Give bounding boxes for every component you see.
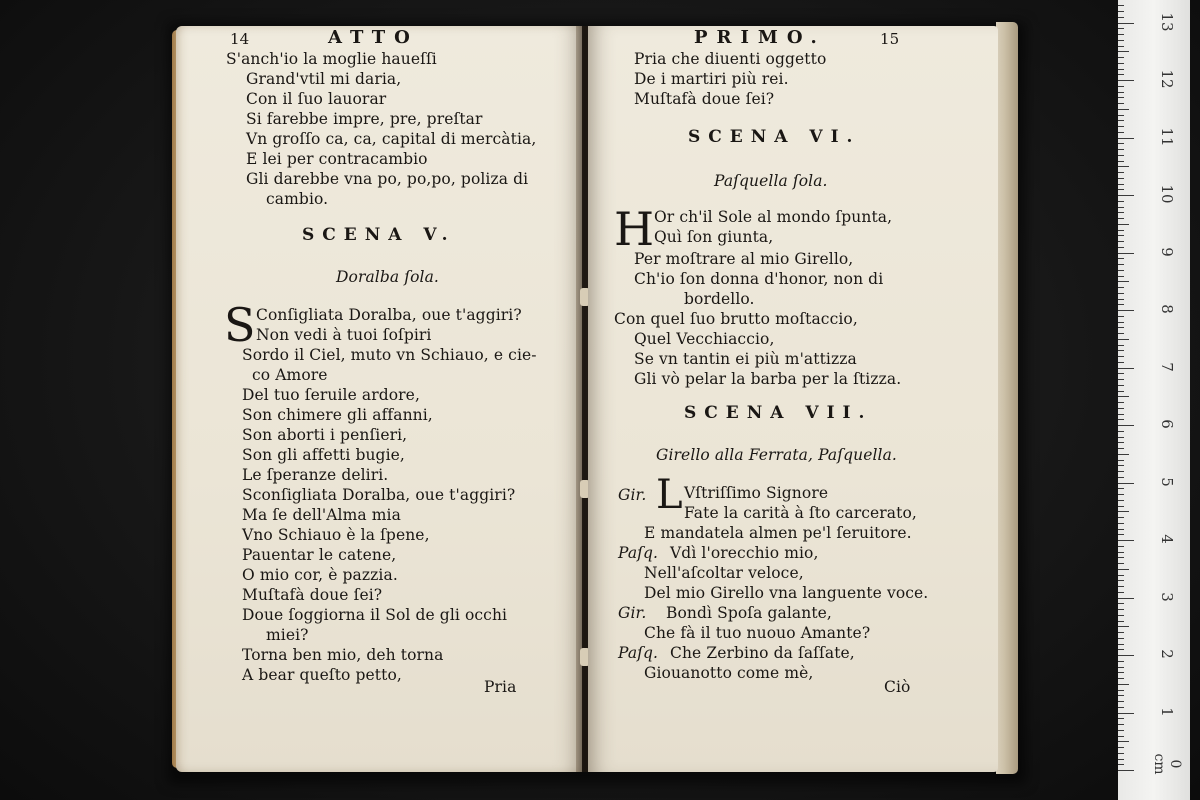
ruler-tick: [1118, 736, 1124, 737]
ruler-tick: [1118, 454, 1129, 455]
ruler-tick: [1118, 46, 1124, 47]
ruler-tick: [1118, 465, 1124, 466]
ruler-tick: [1118, 494, 1124, 495]
catchword-right: Ciò: [884, 678, 911, 696]
text-line: E mandatela almen pe'l ſeruitore.: [644, 524, 912, 542]
ruler-tick: [1118, 299, 1124, 300]
ruler-tick: [1118, 649, 1124, 650]
text-line: O mio cor, è pazzia.: [242, 566, 398, 584]
ruler-tick: [1118, 448, 1124, 449]
ruler-tick: [1118, 322, 1124, 323]
speaker-label: Gir.: [618, 486, 647, 504]
ruler-tick: [1118, 419, 1124, 420]
ruler-tick: [1118, 391, 1124, 392]
text-line: Ch'io ſon donna d'honor, non di: [634, 270, 884, 288]
ruler-tick: [1118, 770, 1134, 771]
ruler-tick: [1118, 57, 1124, 58]
text-line: Se vn tantin ei più m'attizza: [634, 350, 857, 368]
ruler-number: 9: [1158, 246, 1176, 257]
text-line: S'anch'io la moglie haueſſi: [226, 50, 437, 68]
ruler-tick: [1118, 327, 1124, 328]
ruler-tick: [1118, 718, 1124, 719]
text-line: Si farebbe impre, pre, preſtar: [246, 110, 483, 128]
ruler-tick: [1118, 103, 1124, 104]
ruler-tick: [1118, 247, 1124, 248]
ruler-number: 5: [1158, 476, 1176, 487]
ruler-tick: [1118, 356, 1124, 357]
ruler-tick: [1118, 615, 1124, 616]
ruler-tick: [1118, 667, 1124, 668]
ruler-tick: [1118, 644, 1124, 645]
ruler-tick: [1118, 425, 1134, 426]
scene-subtitle-v: Doralba ſola.: [336, 268, 439, 286]
text-line: Che fà il tuo nuouo Amante?: [644, 624, 871, 642]
ruler-tick: [1118, 132, 1124, 133]
right-page: [588, 26, 998, 772]
ruler-tick: [1118, 345, 1124, 346]
ruler-tick: [1118, 713, 1134, 714]
measurement-ruler: [1118, 0, 1190, 800]
scene-subtitle-vi: Paſquella ſola.: [714, 172, 828, 190]
ruler-tick: [1118, 34, 1124, 35]
drop-cap-h: H: [614, 202, 655, 256]
ruler-tick: [1118, 661, 1124, 662]
text-line: Quì ſon giunta,: [654, 228, 774, 246]
ruler-tick: [1118, 517, 1124, 518]
ruler-tick: [1118, 310, 1134, 311]
ruler-tick: [1118, 759, 1124, 760]
ruler-tick: [1118, 264, 1124, 265]
ruler-tick: [1118, 500, 1124, 501]
ruler-tick: [1118, 460, 1124, 461]
ruler-tick: [1118, 172, 1124, 173]
ruler-tick: [1118, 120, 1124, 121]
ruler-tick: [1118, 212, 1124, 213]
text-line: Per moſtrare al mio Girello,: [634, 250, 854, 268]
ruler-number: 7: [1158, 361, 1176, 372]
text-line: Le ſperanze deliri.: [242, 466, 389, 484]
text-line: Pria che diuenti oggetto: [634, 50, 827, 68]
ruler-tick: [1118, 109, 1129, 110]
scene-heading-vii: SCENA VII.: [684, 403, 873, 423]
ruler-tick: [1118, 546, 1124, 547]
ruler-number: 12: [1158, 69, 1176, 89]
text-line: Or ch'il Sole al mondo ſpunta,: [654, 208, 893, 226]
text-line: Fate la carità à ſto carcerato,: [684, 504, 917, 522]
speaker-label: Paſq.: [618, 644, 659, 662]
ruler-tick: [1118, 753, 1124, 754]
text-line: Bondì Spoſa galante,: [666, 604, 832, 622]
text-line: Son chimere gli affanni,: [242, 406, 433, 424]
ruler-tick: [1118, 442, 1124, 443]
text-line: Doue ſoggiorna il Sol de gli occhi: [242, 606, 508, 624]
text-line: Conſigliata Doralba, oue t'aggiri?: [256, 306, 522, 324]
ruler-tick: [1118, 569, 1129, 570]
ruler-tick: [1118, 23, 1134, 24]
ruler-tick: [1118, 414, 1124, 415]
ruler-tick: [1118, 166, 1129, 167]
text-line: Muſtafà doue ſei?: [634, 90, 775, 108]
text-line: Con quel ſuo brutto moſtaccio,: [614, 310, 858, 328]
ruler-tick: [1118, 80, 1134, 81]
text-line: Muſtafà doue ſei?: [242, 586, 383, 604]
page-number-right: 15: [880, 30, 900, 48]
text-line: Sordo il Ciel, muto vn Schiauo, e cie-: [242, 346, 537, 364]
ruler-tick: [1118, 11, 1124, 12]
ruler-tick: [1118, 155, 1124, 156]
ruler-tick: [1118, 230, 1124, 231]
speaker-label: Gir.: [618, 604, 647, 622]
ruler-tick: [1118, 201, 1124, 202]
ruler-tick: [1118, 511, 1129, 512]
speaker-label: Paſq.: [618, 544, 659, 562]
ruler-tick: [1118, 189, 1124, 190]
text-line: Quel Vecchiaccio,: [634, 330, 775, 348]
text-line: Son aborti i penſieri,: [242, 426, 408, 444]
ruler-tick: [1118, 218, 1124, 219]
ruler-tick: [1118, 730, 1124, 731]
text-line: Vſtriſſimo Signore: [684, 484, 829, 502]
catchword-left: Pria: [484, 678, 517, 696]
ruler-tick: [1118, 281, 1129, 282]
ruler-tick: [1118, 592, 1124, 593]
text-line: Del mio Girello vna languente voce.: [644, 584, 929, 602]
ruler-tick: [1118, 580, 1124, 581]
book-edge-right: [996, 22, 1018, 774]
ruler-number: 3: [1158, 591, 1176, 602]
ruler-tick: [1118, 690, 1124, 691]
ruler-number: 10: [1158, 184, 1176, 204]
ruler-number: 8: [1158, 304, 1176, 314]
ruler-tick: [1118, 672, 1124, 673]
ruler-tick: [1118, 258, 1124, 259]
text-line: Ma ſe dell'Alma mia: [242, 506, 401, 524]
ruler-tick: [1118, 701, 1124, 702]
ruler-number: 0 cm: [1151, 753, 1183, 775]
ruler-tick: [1118, 368, 1134, 369]
ruler-tick: [1118, 143, 1124, 144]
ruler-number: 6: [1158, 419, 1176, 429]
text-line: bordello.: [684, 290, 755, 308]
ruler-tick: [1118, 74, 1124, 75]
ruler-tick: [1118, 598, 1134, 599]
text-line: Che Zerbino da ſaſſate,: [670, 644, 855, 662]
ruler-tick: [1118, 115, 1124, 116]
text-line: Vno Schiauo è la ſpene,: [242, 526, 430, 544]
text-line: A bear queſto petto,: [242, 666, 402, 684]
ruler-tick: [1118, 339, 1129, 340]
ruler-tick: [1118, 655, 1134, 656]
ruler-tick: [1118, 707, 1124, 708]
text-line: Torna ben mio, deh torna: [242, 646, 444, 664]
text-line: Pauentar le catene,: [242, 546, 397, 564]
text-line: E lei per contracambio: [246, 150, 428, 168]
text-line: co Amore: [252, 366, 328, 384]
ruler-tick: [1118, 741, 1129, 742]
ruler-tick: [1118, 385, 1124, 386]
ruler-tick: [1118, 437, 1124, 438]
ruler-tick: [1118, 638, 1124, 639]
running-head-right: PRIMO.: [694, 27, 826, 48]
ruler-tick: [1118, 373, 1124, 374]
scene-heading-v: SCENA V.: [302, 225, 456, 245]
ruler-tick: [1118, 97, 1124, 98]
ruler-tick: [1118, 529, 1124, 530]
ruler-tick: [1118, 764, 1124, 765]
ruler-tick: [1118, 5, 1124, 6]
ruler-tick: [1118, 431, 1124, 432]
ruler-tick: [1118, 402, 1124, 403]
left-page: [176, 26, 582, 772]
ruler-tick: [1118, 724, 1124, 725]
ruler-tick: [1118, 477, 1124, 478]
ruler-tick: [1118, 276, 1124, 277]
drop-cap-l: L: [656, 472, 683, 518]
ruler-tick: [1118, 333, 1124, 334]
ruler-tick: [1118, 195, 1134, 196]
text-line: Gli vò pelar la barba per la ſtizza.: [634, 370, 902, 388]
ruler-tick: [1118, 575, 1124, 576]
ruler-tick: [1118, 678, 1124, 679]
text-line: Nell'aſcoltar veloce,: [644, 564, 804, 582]
ruler-tick: [1118, 17, 1124, 18]
ruler-number: 13: [1158, 11, 1176, 32]
ruler-tick: [1118, 161, 1124, 162]
ruler-number: 2: [1158, 649, 1176, 659]
ruler-tick: [1118, 270, 1124, 271]
ruler-tick: [1118, 695, 1124, 696]
drop-cap-s: S: [224, 298, 256, 352]
ruler-tick: [1118, 557, 1124, 558]
ruler-tick: [1118, 138, 1134, 139]
ruler-tick: [1118, 396, 1129, 397]
ruler-tick: [1118, 379, 1124, 380]
text-line: cambio.: [266, 190, 329, 208]
text-line: miei?: [266, 626, 309, 644]
ruler-tick: [1118, 51, 1129, 52]
ruler-tick: [1118, 224, 1129, 225]
text-line: Sconſigliata Doralba, oue t'aggiri?: [242, 486, 516, 504]
text-line: Non vedi à tuoi ſoſpiri: [256, 326, 432, 344]
ruler-tick: [1118, 540, 1134, 541]
ruler-tick: [1118, 92, 1124, 93]
ruler-tick: [1118, 178, 1124, 179]
text-line: Del tuo ſeruile ardore,: [242, 386, 420, 404]
ruler-tick: [1118, 626, 1129, 627]
text-line: Gli darebbe vna po, po,po, poliza di: [246, 170, 529, 188]
ruler-tick: [1118, 471, 1124, 472]
ruler-tick: [1118, 149, 1124, 150]
ruler-tick: [1118, 362, 1124, 363]
ruler-tick: [1118, 184, 1124, 185]
ruler-tick: [1118, 603, 1124, 604]
ruler-tick: [1118, 563, 1124, 564]
ruler-tick: [1118, 483, 1134, 484]
ruler-number: 1: [1158, 706, 1176, 717]
ruler-tick: [1118, 28, 1124, 29]
text-line: Son gli affetti bugie,: [242, 446, 405, 464]
ruler-tick: [1118, 69, 1124, 70]
ruler-tick: [1118, 609, 1124, 610]
running-head-left: ATTO: [328, 27, 419, 48]
ruler-tick: [1118, 684, 1129, 685]
text-line: Con il ſuo lauorar: [246, 90, 387, 108]
ruler-number: 11: [1158, 126, 1176, 147]
text-line: Grand'vtil mi daria,: [246, 70, 402, 88]
ruler-tick: [1118, 63, 1124, 64]
ruler-tick: [1118, 287, 1124, 288]
ruler-tick: [1118, 235, 1124, 236]
ruler-tick: [1118, 207, 1124, 208]
ruler-tick: [1118, 523, 1124, 524]
ruler-tick: [1118, 293, 1124, 294]
ruler-tick: [1118, 304, 1124, 305]
ruler-tick: [1118, 534, 1124, 535]
ruler-tick: [1118, 506, 1124, 507]
ruler-tick: [1118, 488, 1124, 489]
ruler-tick: [1118, 408, 1124, 409]
ruler-tick: [1118, 40, 1124, 41]
ruler-tick: [1118, 552, 1124, 553]
ruler-number: 4: [1158, 534, 1176, 544]
scene-heading-vi: SCENA VI.: [688, 127, 861, 147]
text-line: De i martiri più rei.: [634, 70, 789, 88]
ruler-tick: [1118, 586, 1124, 587]
page-number-left: 14: [230, 30, 250, 48]
ruler-tick: [1118, 86, 1124, 87]
ruler-tick: [1118, 126, 1124, 127]
ruler-tick: [1118, 241, 1124, 242]
ruler-tick: [1118, 747, 1124, 748]
ruler-tick: [1118, 621, 1124, 622]
ruler-tick: [1118, 316, 1124, 317]
text-line: Giouanotto come mè,: [644, 664, 814, 682]
scene-subtitle-vii: Girello alla Ferrata, Paſquella.: [656, 446, 897, 464]
ruler-tick: [1118, 350, 1124, 351]
ruler-tick: [1118, 632, 1124, 633]
ruler-tick: [1118, 253, 1134, 254]
text-line: Vdì l'orecchio mio,: [670, 544, 819, 562]
text-line: Vn groſſo ca, ca, capital di mercàtia,: [246, 130, 537, 148]
